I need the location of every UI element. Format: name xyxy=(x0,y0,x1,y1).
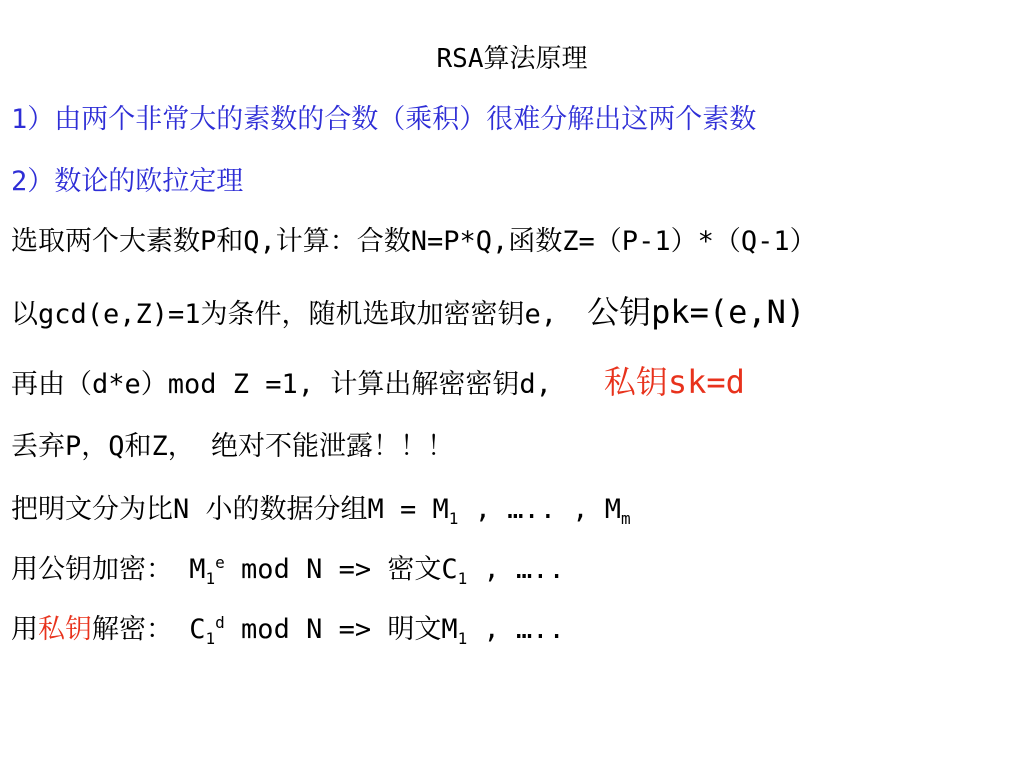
step-split-plaintext xyxy=(11,493,631,527)
public-key-condition: 以gcd(e,Z)=1为条件，随机选取加密密钥e, xyxy=(11,299,558,330)
encrypt-ellipsis: , ….. xyxy=(467,554,565,585)
encrypt-text: 用公钥加密： M xyxy=(11,554,206,585)
superscript-e: e xyxy=(215,553,225,572)
subscript-1: 1 xyxy=(205,569,216,588)
step-private-key xyxy=(11,365,745,402)
subscript-1: 1 xyxy=(457,629,468,648)
public-key-label: 公钥pk=(e,N) xyxy=(587,293,806,331)
step-choose-primes: 选取两个大素数P和Q,计算：合数N=P*Q,函数Z=（P-1）*（Q-1） xyxy=(11,226,817,257)
private-key-value: sk=d xyxy=(667,363,745,401)
split-ellipsis: , ….. , M xyxy=(458,494,621,525)
decrypt-prefix: 用 xyxy=(11,614,38,645)
subscript-m: m xyxy=(621,509,631,528)
decrypt-formula: mod N => 明文M xyxy=(224,614,458,645)
slide-title: RSA算法原理 xyxy=(436,44,588,74)
subscript-1: 1 xyxy=(205,629,216,648)
point-1: 1）由两个非常大的素数的合数（乘积）很难分解出这两个素数 xyxy=(11,104,757,135)
point-2: 2）数论的欧拉定理 xyxy=(11,166,244,197)
step-decrypt xyxy=(11,613,565,647)
decrypt-text: 解密： C xyxy=(92,614,206,645)
split-text: 把明文分为比N 小的数据分组M = M xyxy=(11,494,449,525)
decrypt-private-key-word: 私钥 xyxy=(38,614,92,645)
step-encrypt xyxy=(11,553,565,587)
private-key-condition: 再由（d*e）mod Z =1, 计算出解密密钥d, xyxy=(11,369,552,400)
private-key-label xyxy=(604,363,745,401)
decrypt-ellipsis: , ….. xyxy=(467,614,565,645)
superscript-d: d xyxy=(215,613,225,632)
subscript-1: 1 xyxy=(457,569,468,588)
encrypt-formula: mod N => 密文C xyxy=(224,554,458,585)
step-public-key xyxy=(11,295,805,332)
subscript-1: 1 xyxy=(448,509,459,528)
step-discard: 丢弃P，Q和Z， 绝对不能泄露！！！ xyxy=(11,431,455,462)
private-key-word: 私钥 xyxy=(603,363,668,401)
